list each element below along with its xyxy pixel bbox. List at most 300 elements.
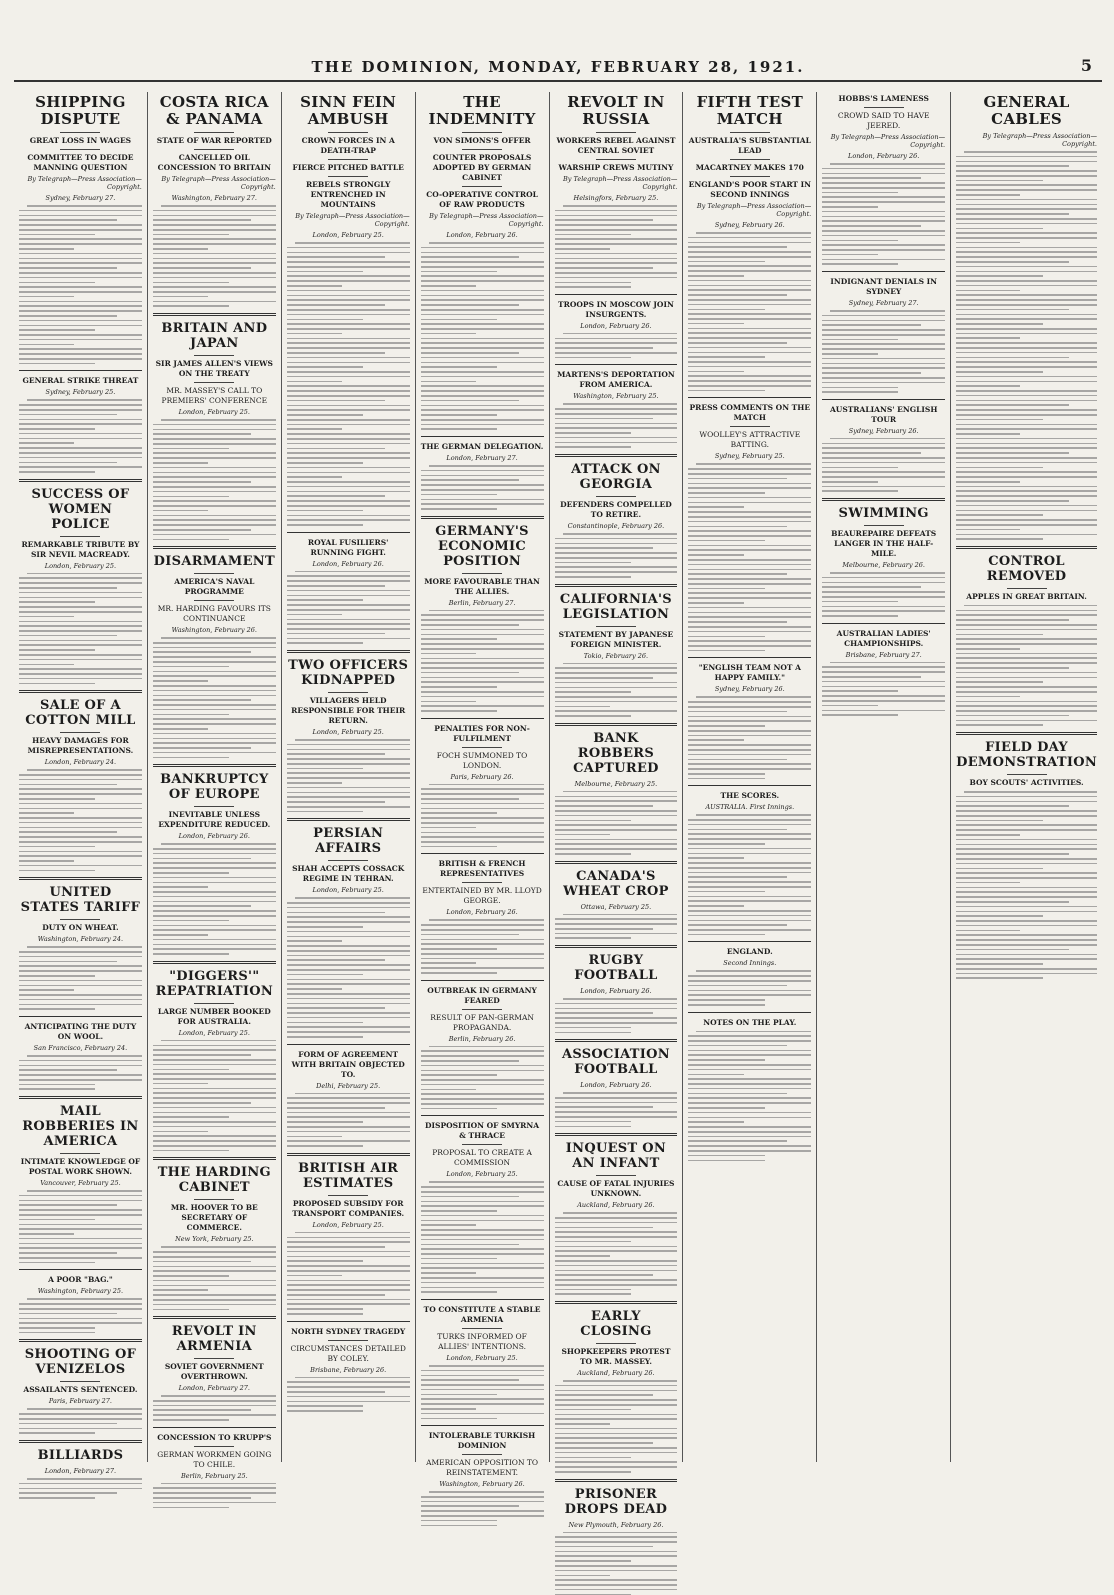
article-body-text — [287, 1377, 410, 1412]
text-line — [153, 848, 276, 850]
column-3 — [282, 92, 416, 1462]
text-line — [822, 676, 920, 678]
article — [153, 313, 276, 540]
text-line — [153, 429, 276, 431]
text-line — [19, 234, 95, 236]
text-line — [421, 419, 544, 421]
text-line — [161, 1040, 276, 1042]
article-headline: UNITED STATES TARIFF — [19, 885, 142, 915]
text-line — [287, 285, 342, 287]
text-line — [956, 891, 1097, 893]
text-line — [555, 1437, 678, 1439]
text-line — [287, 381, 342, 383]
text-line — [287, 1017, 410, 1019]
text-line — [822, 334, 945, 336]
text-line — [19, 253, 142, 255]
text-line — [956, 266, 1097, 268]
article-body-text — [822, 163, 945, 265]
text-line — [688, 1097, 811, 1099]
text-line — [287, 1265, 410, 1267]
text-line — [287, 1131, 410, 1133]
text-line — [688, 616, 811, 618]
text-line — [956, 519, 1097, 521]
text-line — [956, 930, 1019, 932]
article-dateline: Paris, February 26. — [421, 773, 544, 781]
text-line — [27, 1190, 142, 1192]
text-line — [555, 1003, 678, 1005]
text-line — [161, 637, 276, 639]
text-line — [956, 534, 1097, 536]
text-line — [421, 366, 497, 368]
text-line — [19, 305, 142, 307]
article-dateline: Berlin, February 25. — [153, 1472, 276, 1480]
text-line — [421, 479, 519, 481]
article-subheading: TROOPS IN MOSCOW JOIN INSURGENTS. — [555, 300, 678, 320]
article-headline: GENERAL CABLES — [956, 94, 1097, 128]
text-line — [421, 817, 544, 819]
text-line — [688, 1150, 811, 1152]
text-line — [153, 496, 229, 498]
article — [19, 479, 142, 685]
text-line — [688, 1126, 811, 1128]
text-line — [421, 1098, 544, 1100]
text-line — [153, 661, 276, 663]
text-line — [153, 286, 276, 288]
text-line — [153, 1102, 251, 1104]
article-subheading: COUNTER PROPOSALS ADOPTED BY GERMAN CABINET — [421, 153, 544, 183]
text-line — [153, 1414, 276, 1416]
article-headline: DISARMAMENT — [153, 554, 276, 569]
text-line — [19, 1209, 142, 1211]
article-subheading: CONCESSION TO KRUPP'S — [153, 1433, 276, 1443]
text-line — [421, 261, 544, 263]
text-line — [19, 1238, 142, 1240]
article-separator — [688, 1012, 811, 1013]
text-line — [822, 666, 945, 668]
text-line — [153, 1309, 229, 1311]
text-line — [555, 710, 678, 712]
text-line — [153, 1285, 276, 1287]
text-line — [153, 219, 251, 221]
text-line — [287, 400, 385, 402]
text-line — [287, 1308, 363, 1310]
article-body-text — [555, 403, 678, 448]
text-line — [287, 753, 385, 755]
text-line — [956, 939, 1097, 941]
text-line — [295, 739, 410, 741]
article-body-text — [822, 662, 945, 716]
text-line — [688, 744, 811, 746]
text-line — [421, 1229, 544, 1231]
text-line — [555, 1461, 678, 1463]
text-line — [153, 1304, 276, 1306]
text-line — [555, 210, 678, 212]
text-line — [956, 686, 1097, 688]
text-line — [287, 280, 410, 282]
text-line — [956, 906, 1097, 908]
text-line — [956, 261, 1069, 263]
text-line — [19, 315, 117, 317]
text-line — [956, 529, 1019, 531]
text-line — [688, 251, 811, 253]
text-line — [956, 815, 1097, 817]
article-headline: BILLIARDS — [19, 1448, 142, 1463]
text-line — [287, 945, 410, 947]
article-subheading: CO-OPERATIVE CONTROL OF RAW PRODUCTS — [421, 190, 544, 210]
article-separator — [822, 623, 945, 624]
text-line — [555, 1279, 678, 1281]
text-line — [153, 867, 276, 869]
text-line — [555, 562, 631, 564]
text-line — [822, 177, 920, 179]
text-line — [555, 853, 631, 855]
text-line — [19, 1483, 142, 1485]
article-body-text — [153, 205, 276, 307]
text-line — [19, 587, 117, 589]
article — [421, 853, 544, 973]
text-line — [153, 1409, 251, 1411]
text-line — [822, 343, 945, 345]
article-separator — [688, 785, 811, 786]
article-body-text — [19, 946, 142, 1010]
text-line — [153, 704, 276, 706]
text-line — [287, 931, 410, 933]
text-line — [287, 428, 342, 430]
text-line — [555, 1274, 653, 1276]
text-line — [19, 1327, 95, 1329]
text-line — [153, 229, 276, 231]
text-line — [956, 328, 1097, 330]
text-line — [956, 538, 1043, 540]
article-dateline: New York, February 25. — [153, 1235, 276, 1243]
text-line — [287, 433, 410, 435]
text-line — [19, 846, 95, 848]
text-line — [153, 944, 276, 946]
text-line — [956, 920, 1097, 922]
text-line — [555, 576, 631, 578]
text-line — [421, 677, 544, 679]
text-line — [555, 1404, 678, 1406]
article-dateline: London, February 26. — [153, 832, 276, 840]
text-line — [956, 872, 1097, 874]
text-line — [287, 271, 363, 273]
text-line — [421, 333, 476, 335]
article-headline: BRITISH AIR ESTIMATES — [287, 1161, 410, 1191]
text-line — [688, 891, 764, 893]
article-subheading: VON SIMONS'S OFFER — [421, 136, 544, 146]
text-line — [153, 709, 276, 711]
text-line — [688, 1045, 786, 1047]
text-line — [688, 706, 811, 708]
text-line — [421, 1215, 544, 1217]
text-line — [555, 272, 678, 274]
text-line — [421, 1103, 544, 1105]
article-separator — [956, 546, 1097, 549]
text-line — [287, 1003, 410, 1005]
article-body-text — [688, 970, 811, 1005]
article — [153, 764, 276, 955]
text-line — [153, 929, 276, 931]
text-line — [153, 486, 276, 488]
text-line — [688, 356, 764, 358]
text-line — [19, 673, 142, 675]
text-line — [555, 1284, 678, 1286]
text-line — [287, 1405, 363, 1407]
article-headline: MAIL ROBBERIES IN AMERICA — [19, 1104, 142, 1149]
article-separator — [421, 436, 544, 437]
text-line — [153, 1289, 208, 1291]
deck-rule — [864, 525, 904, 526]
text-line — [153, 1487, 276, 1489]
text-line — [153, 248, 208, 250]
press-credit: By Telegraph—Press Association—Copyright. — [153, 175, 276, 191]
article-separator — [19, 1269, 142, 1270]
text-line — [555, 1575, 610, 1577]
text-line — [555, 219, 653, 221]
text-line — [153, 685, 276, 687]
article-dateline: Sydney, February 25. — [19, 388, 142, 396]
text-line — [287, 782, 342, 784]
text-line — [287, 1241, 410, 1243]
text-line — [956, 400, 1097, 402]
text-line — [153, 462, 208, 464]
text-line — [161, 419, 276, 421]
article — [287, 94, 410, 526]
text-line — [421, 686, 497, 688]
text-line — [688, 650, 764, 652]
text-line — [429, 1491, 544, 1493]
text-line — [956, 638, 1097, 640]
text-line — [19, 1252, 117, 1254]
article-headline: BANKRUPTCY OF EUROPE — [153, 772, 276, 802]
text-line — [287, 1140, 410, 1142]
text-line — [153, 262, 276, 264]
text-line — [555, 423, 678, 425]
text-line — [287, 988, 342, 990]
text-line — [555, 1433, 678, 1435]
text-line — [295, 897, 410, 899]
text-line — [822, 596, 945, 598]
article — [19, 1440, 142, 1499]
text-line — [429, 465, 544, 467]
text-line — [688, 934, 764, 936]
article-body-text — [287, 1093, 410, 1147]
text-line — [19, 310, 142, 312]
article-body-text — [555, 1212, 678, 1295]
text-line — [696, 463, 811, 465]
article-dateline: San Francisco, February 24. — [19, 1044, 142, 1052]
text-line — [19, 286, 142, 288]
text-line — [956, 333, 1097, 335]
article-separator — [555, 723, 678, 726]
text-line — [287, 385, 410, 387]
text-line — [956, 968, 1097, 970]
text-line — [421, 643, 544, 645]
text-line — [287, 438, 410, 440]
article-subheading: SHAH ACCEPTS COSSACK REGIME IN TEHRAN. — [287, 864, 410, 884]
text-line — [153, 1256, 276, 1258]
article-separator — [421, 1115, 544, 1116]
text-line — [555, 1584, 678, 1586]
text-line — [822, 610, 945, 612]
text-line — [421, 1079, 544, 1081]
text-line — [688, 862, 811, 864]
text-line — [19, 339, 142, 341]
text-line — [688, 612, 811, 614]
text-line — [688, 602, 743, 604]
text-line — [421, 832, 544, 834]
page-number: 5 — [1081, 56, 1092, 75]
text-line — [421, 1234, 544, 1236]
text-line — [295, 571, 410, 573]
column-2 — [148, 92, 282, 1462]
article — [19, 370, 142, 472]
text-line — [956, 648, 1019, 650]
text-line — [555, 248, 610, 250]
article — [287, 650, 410, 812]
text-line — [688, 337, 811, 339]
text-line — [153, 1419, 229, 1421]
text-line — [421, 414, 497, 416]
column-8 — [951, 92, 1102, 1462]
text-line — [956, 237, 1097, 239]
text-line — [153, 1145, 276, 1147]
text-line — [830, 438, 945, 440]
text-line — [287, 1097, 410, 1099]
text-line — [555, 571, 678, 573]
article-separator — [19, 1016, 142, 1017]
text-line — [153, 675, 276, 677]
text-line — [287, 959, 385, 961]
text-line — [421, 1263, 544, 1265]
text-line — [956, 500, 1069, 502]
text-line — [421, 1267, 544, 1269]
text-line — [822, 263, 898, 265]
article-headline: FIFTH TEST MATCH — [688, 94, 811, 128]
text-line — [956, 710, 1097, 712]
text-line — [956, 672, 1097, 674]
article — [19, 1096, 142, 1263]
text-line — [287, 1410, 363, 1412]
text-line — [688, 843, 764, 845]
text-line — [555, 1116, 678, 1118]
article-subheading: DEFENDERS COMPELLED TO RETIRE. — [555, 500, 678, 520]
text-line — [688, 385, 811, 387]
text-line — [956, 481, 1019, 483]
text-line — [287, 409, 410, 411]
text-line — [555, 933, 678, 935]
text-line — [153, 524, 276, 526]
text-line — [153, 1116, 229, 1118]
text-line — [153, 534, 276, 536]
text-line — [688, 1004, 764, 1006]
article-dateline: Berlin, February 27. — [421, 599, 544, 607]
text-line — [421, 290, 544, 292]
text-line — [956, 428, 1097, 430]
text-line — [822, 700, 945, 702]
text-line — [153, 1088, 276, 1090]
text-line — [688, 506, 743, 508]
text-line — [19, 363, 95, 365]
article-subheading: MR. HARDING FAVOURS ITS CONTINUANCE — [153, 604, 276, 624]
text-line — [287, 357, 410, 359]
text-line — [421, 319, 497, 321]
article-subheading: DISPOSITION OF SMYRNA & THRACE — [421, 1121, 544, 1141]
text-line — [19, 442, 74, 444]
article-subheading: CANCELLED OIL CONCESSION TO BRITAIN — [153, 153, 276, 173]
text-line — [555, 820, 631, 822]
text-line — [688, 1054, 811, 1056]
text-line — [555, 1106, 653, 1108]
article-subheading: CIRCUMSTANCES DETAILED BY COLEY. — [287, 1344, 410, 1364]
article-headline: RUGBY FOOTBALL — [555, 953, 678, 983]
text-line — [421, 428, 497, 430]
text-line — [688, 573, 786, 575]
text-line — [956, 853, 1069, 855]
text-line — [19, 640, 142, 642]
text-line — [421, 619, 544, 621]
text-line — [956, 314, 1097, 316]
text-line — [19, 329, 95, 331]
text-line — [287, 1026, 410, 1028]
text-line — [956, 624, 1097, 626]
text-line — [19, 956, 142, 958]
text-line — [19, 452, 142, 454]
text-line — [956, 180, 1043, 182]
article-separator — [287, 532, 410, 533]
text-line — [287, 1145, 363, 1147]
text-line — [822, 615, 898, 617]
text-line — [153, 695, 276, 697]
text-line — [287, 604, 410, 606]
text-line — [153, 752, 276, 754]
text-line — [19, 870, 95, 872]
article-separator — [19, 877, 142, 880]
text-line — [555, 1457, 631, 1459]
text-line — [19, 812, 74, 814]
text-line — [956, 419, 1043, 421]
deck-rule — [730, 176, 770, 177]
article-separator — [688, 657, 811, 658]
text-line — [688, 768, 811, 770]
text-line — [153, 1497, 251, 1499]
article-subheading: COMMITTEE TO DECIDE MANNING QUESTION — [19, 153, 142, 173]
text-line — [287, 1275, 342, 1277]
text-line — [555, 1121, 631, 1123]
text-line — [421, 812, 497, 814]
text-line — [421, 1496, 544, 1498]
text-line — [555, 262, 678, 264]
text-line — [19, 822, 142, 824]
text-line — [555, 848, 678, 850]
article — [555, 945, 678, 1033]
text-line — [153, 1492, 276, 1494]
article-dateline: London, February 25. — [287, 231, 410, 239]
text-line — [956, 887, 1097, 889]
article-body-text — [153, 1246, 276, 1310]
text-line — [287, 1251, 410, 1253]
deck-rule — [194, 132, 234, 133]
text-line — [287, 481, 410, 483]
text-line — [956, 323, 1043, 325]
article-dateline: London, February 25. — [287, 1221, 410, 1229]
text-line — [555, 1250, 678, 1252]
text-line — [956, 505, 1097, 507]
article-headline: REVOLT IN ARMENIA — [153, 1324, 276, 1354]
text-line — [956, 290, 1019, 292]
article-dateline: London, February 26. — [421, 908, 544, 916]
text-line — [19, 447, 142, 449]
